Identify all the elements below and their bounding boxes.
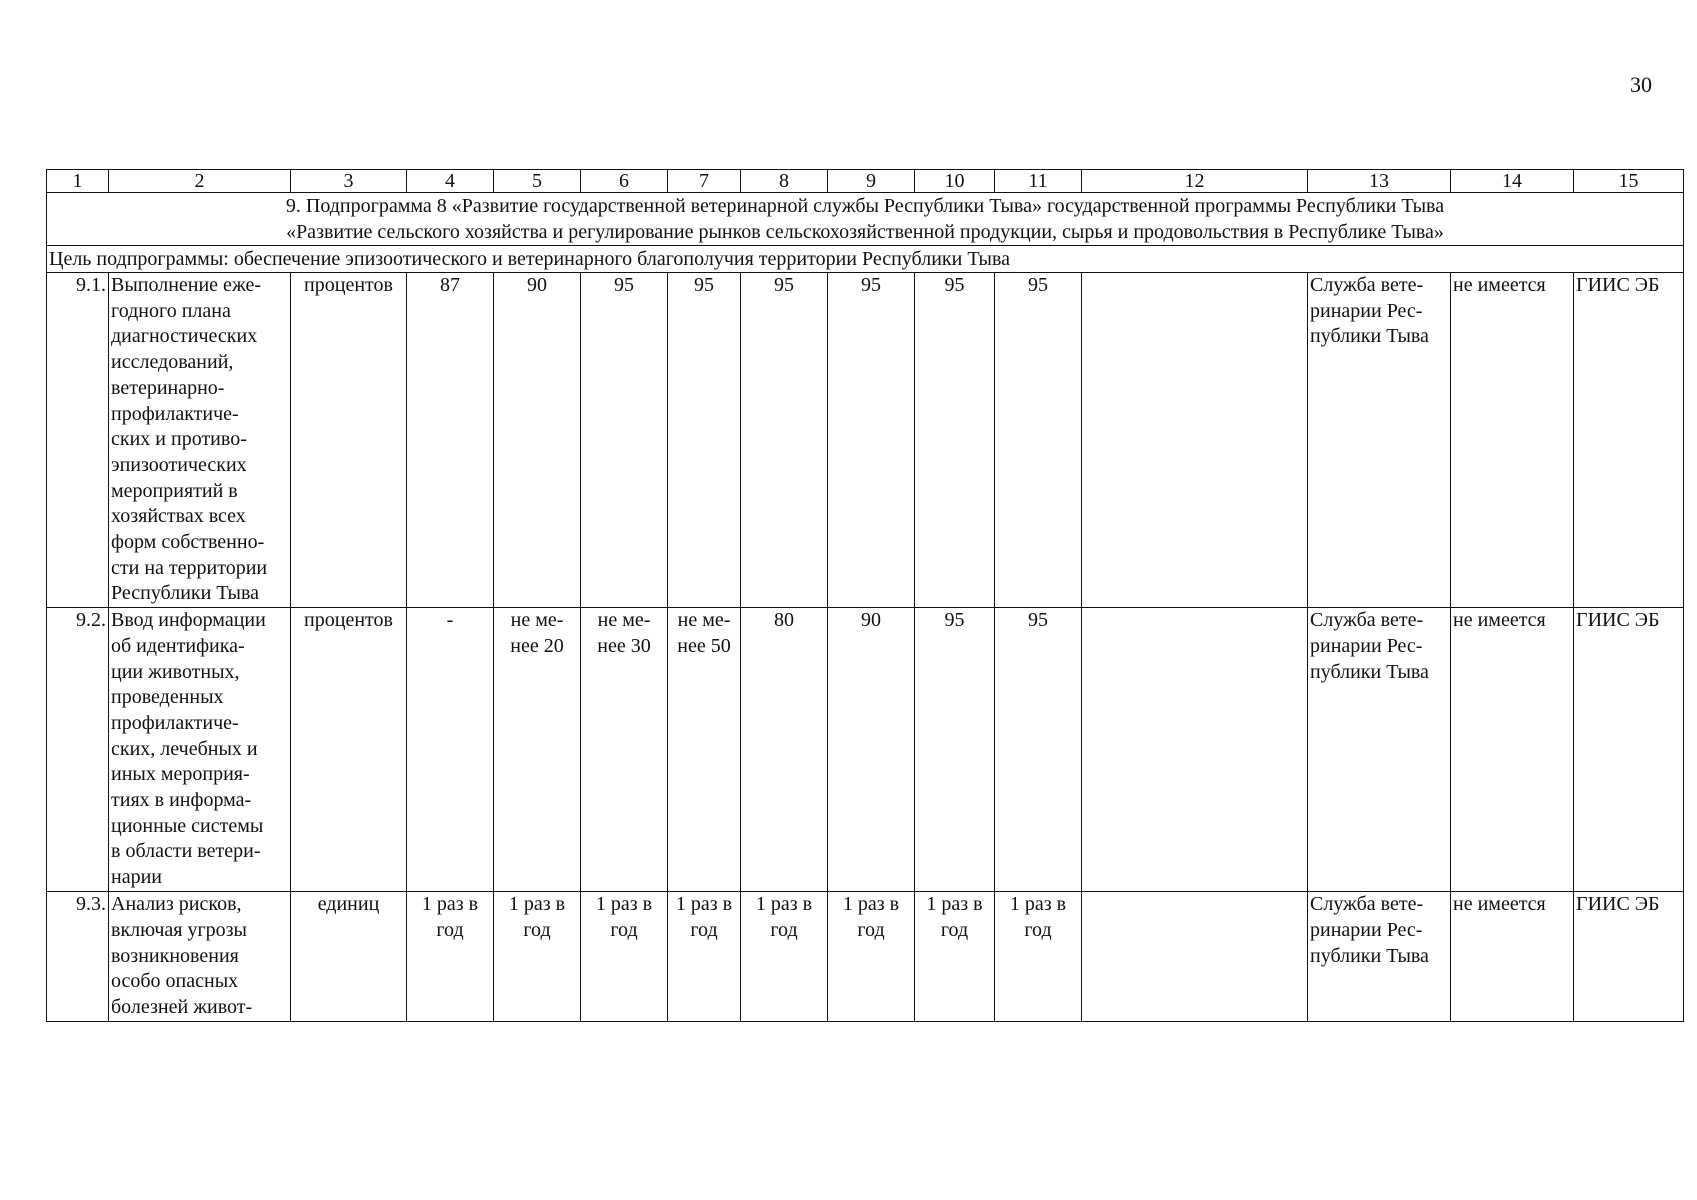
indicator-value: 1 раз в год: [828, 892, 915, 1022]
column-number-10: 10: [915, 170, 995, 193]
indicator-value: 90: [494, 273, 581, 608]
column-number-3: 3: [291, 170, 407, 193]
information-system: ГИИС ЭБ: [1574, 273, 1684, 608]
indicator-name: Ввод информации об идентифика- ции животных, проведенных профилактиче- ских, лечебных и иных мероприя- тиях в информа- ционные системы в области ветери- нарии: [109, 608, 291, 892]
indicator-value: 1 раз в год: [581, 892, 668, 1022]
indicator-value: 95: [915, 608, 995, 892]
indicator-value: 95: [668, 273, 741, 608]
column-12-value: [1082, 273, 1308, 608]
section-title: [47, 193, 1684, 246]
indicator-value: 1 раз в год: [741, 892, 828, 1022]
column-number-6: 6: [581, 170, 668, 193]
subprogram-goal: Цель подпрограммы: обеспечение эпизоотического и ветеринарного благополучия территории Республики Тыва: [47, 246, 1684, 273]
indicator-value: не ме- нее 50: [668, 608, 741, 892]
indicator-value: не ме- нее 20: [494, 608, 581, 892]
indicator-value: 95: [741, 273, 828, 608]
column-14-value: не имеется: [1451, 892, 1574, 1022]
column-number-14: 14: [1451, 170, 1574, 193]
column-number-2: 2: [109, 170, 291, 193]
column-12-value: [1082, 892, 1308, 1022]
indicator-value: 1 раз в год: [668, 892, 741, 1022]
row-id: 9.2.: [47, 608, 109, 892]
column-number-8: 8: [741, 170, 828, 193]
column-number-1: 1: [47, 170, 109, 193]
column-number-13: 13: [1308, 170, 1451, 193]
indicator-name: Выполнение еже- годного плана диагностических исследований, ветеринарно- профилактиче- ских и противо- эпизоотических мероприятий в хозяйствах всех форм собственно- сти на территории Республики Тыва: [109, 273, 291, 608]
unit-of-measure: единиц: [291, 892, 407, 1022]
page-number: 30: [1630, 72, 1652, 97]
indicator-value: 1 раз в год: [995, 892, 1082, 1022]
column-12-value: [1082, 608, 1308, 892]
column-number-5: 5: [494, 170, 581, 193]
indicator-value: 95: [995, 273, 1082, 608]
indicator-value: 80: [741, 608, 828, 892]
column-14-value: не имеется: [1451, 608, 1574, 892]
column-number-9: 9: [828, 170, 915, 193]
indicator-value: 95: [995, 608, 1082, 892]
indicator-value: 1 раз в год: [494, 892, 581, 1022]
table-row: [47, 608, 1684, 892]
indicator-name: Анализ рисков, включая угрозы возникновения особо опасных болезней живот-: [109, 892, 291, 1022]
column-number-row: [47, 170, 1684, 193]
information-system: ГИИС ЭБ: [1574, 608, 1684, 892]
indicator-value: 95: [581, 273, 668, 608]
indicator-value: 87: [407, 273, 494, 608]
table-row: [47, 273, 1684, 608]
unit-of-measure: процентов: [291, 608, 407, 892]
row-id: 9.1.: [47, 273, 109, 608]
unit-of-measure: процентов: [291, 273, 407, 608]
section-title-row: [47, 193, 1684, 246]
responsible-executor: Служба вете- ринарии Рес- публики Тыва: [1308, 892, 1451, 1022]
column-14-value: не имеется: [1451, 273, 1574, 608]
column-number-11: 11: [995, 170, 1082, 193]
table-row: [47, 892, 1684, 1022]
responsible-executor: Служба вете- ринарии Рес- публики Тыва: [1308, 273, 1451, 608]
indicator-value: не ме- нее 30: [581, 608, 668, 892]
indicator-value: 1 раз в год: [915, 892, 995, 1022]
indicator-value: 90: [828, 608, 915, 892]
indicators-table: [46, 169, 1684, 1022]
indicator-value: 95: [915, 273, 995, 608]
column-number-7: 7: [668, 170, 741, 193]
goal-row: [47, 246, 1684, 273]
column-number-12: 12: [1082, 170, 1308, 193]
indicator-value: 95: [828, 273, 915, 608]
indicator-value: -: [407, 608, 494, 892]
section-title-line-1: 9. Подпрограмма 8 «Развитие государственной ветеринарной службы Республики Тыва» государственной программы Республики Тыва: [285, 195, 1445, 217]
column-number-15: 15: [1574, 170, 1684, 193]
responsible-executor: Служба вете- ринарии Рес- публики Тыва: [1308, 608, 1451, 892]
indicator-value: 1 раз в год: [407, 892, 494, 1022]
information-system: ГИИС ЭБ: [1574, 892, 1684, 1022]
row-id: 9.3.: [47, 892, 109, 1022]
section-title-line-2: «Развитие сельского хозяйства и регулирование рынков сельскохозяйственной продукции, сырья и продовольствия в Республике Тыва»: [286, 221, 1444, 243]
column-number-4: 4: [407, 170, 494, 193]
